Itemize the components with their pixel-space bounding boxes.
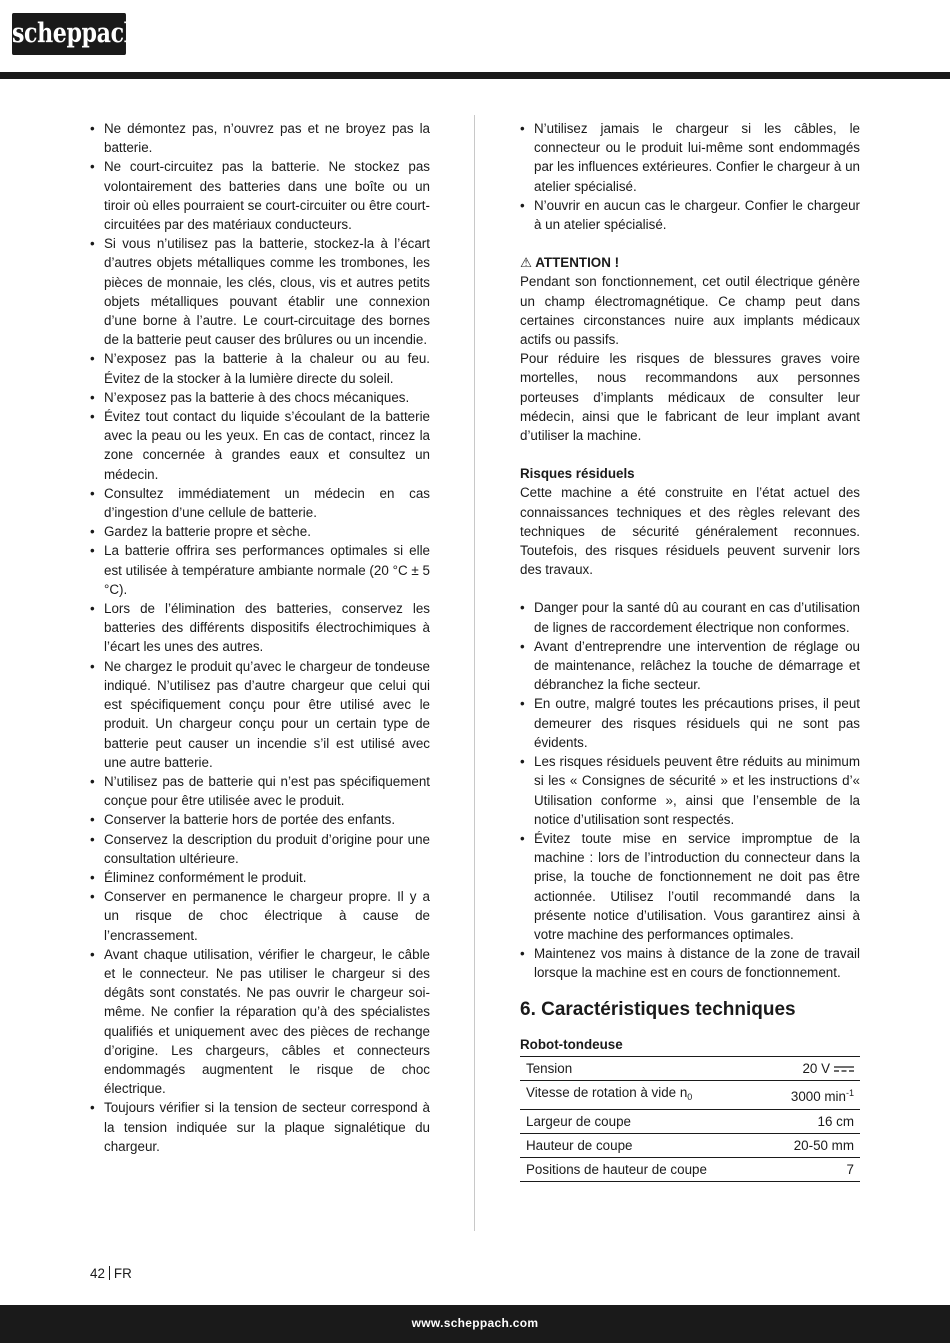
spec-value: 16 cm [765,1109,860,1133]
spec-label: Tension [520,1056,765,1080]
left-column [90,119,430,1156]
page-number: 42 FR [90,1266,132,1281]
list-item: • Lors de l’élimination des batteries, conservez les batteries des différents dispositifs électrochimiques à l’écart les unes des autres. [90,599,430,657]
list-item: • Les risques résiduels peuvent être réduits au minimum si les « Consignes de sécurité » et les instructions d’« Utilisation conforme », ainsi que l’ensemble de la notice d’utilisation sont respectés. [520,752,860,829]
spec-label: Hauteur de coupe [520,1133,765,1157]
list-item: • Avant d’entreprendre une intervention de réglage ou de maintenance, relâchez la touche de démarrage et débranchez la fiche secteur. [520,637,860,695]
spec-value: 20 V [765,1056,860,1080]
list-item: • Ne chargez le produit qu’avec le chargeur de tondeuse indiqué. N’utilisez pas d’autre chargeur que celui qui est spécifiquement conçu pour être utilisé avec le produit. Un chargeur conçu pour un certain type de batterie peut causer un incendie s’il est utilisé avec une autre batterie. [90,657,430,772]
attention-paragraph-1: Pendant son fonctionnement, cet outil électrique génère un champ électromagnétique. Ce champ peut dans certaines circonstances nuire aux implants médicaux actifs ou passifs. [520,274,860,348]
list-item: • Toujours vérifier si la tension de secteur correspond à la tension indiquée sur la plaque signalétique du chargeur. [90,1098,430,1156]
brand-logo: scheppach [12,13,126,55]
table-row [520,1056,860,1080]
right-column [520,119,860,1182]
list-item: • Si vous n’utilisez pas la batterie, stockez-la à l’écart d’autres objets métalliques comme les trombones, les pièces de monnaie, les clés, clous, vis et autres petits objets métalliques pouvant établir une connexion d’une borne à l’autre. Le court-circuitage des bornes de la batterie peut causer des brûlures ou un incendie. [90,234,430,349]
website-link[interactable]: www.scheppach.com [411,1316,539,1330]
list-item: • Conserver la batterie hors de portée des enfants. [90,810,430,829]
spec-value: 20-50 mm [765,1133,860,1157]
attention-paragraph-2: Pour réduire les risques de blessures graves voire mortelles, nous recommandons aux personnes porteuses d’implants médicaux de consulter leur médecin, ainsi que le fabricant de leur implant avant d’utiliser la machine. [520,351,860,444]
header-rule [0,72,950,79]
spec-subtitle: Robot-tondeuse [520,1036,623,1052]
table-row [520,1080,860,1109]
attention-title: ATTENTION ! [535,255,620,271]
list-item: • Évitez toute mise en service impromptue de la machine : lors de l’introduction du connecteur dans la prise, la touche de fonctionnement ne doit pas être actionnée. Utilisez l’outil recommandé dans la présente notice d’utilisation. Vous garantirez ainsi à votre machine des performances optimales. [520,829,860,944]
table-row [520,1157,860,1181]
section-title: 6. Caractéristiques techniques [520,998,796,1020]
warning-triangle-icon: ⚠ [520,255,533,271]
footer-bar [0,1305,950,1343]
list-item: • N’exposez pas la batterie à des chocs mécaniques. [90,388,430,407]
spec-value: 3000 $\min^{-1}$ [765,1080,860,1109]
list-item: • Évitez tout contact du liquide s’écoulant de la batterie avec la peau ou les yeux. En cas de contact, rincez la zone concernée à grandes eaux et consultez un médecin. [90,407,430,484]
spec-value: 7 [765,1157,860,1181]
direct-current-icon [834,1065,854,1073]
spec-table [520,1056,860,1182]
charger-safety-list [520,119,860,234]
table-row [520,1133,860,1157]
list-item: • Conserver en permanence le chargeur propre. Il y a un risque de choc électrique à cause de l’encrassement. [90,887,430,945]
spec-label: Largeur de coupe [520,1109,765,1133]
spec-label: Positions de hauteur de coupe [520,1157,765,1181]
list-item: • N’ouvrir en aucun cas le chargeur. Confier le chargeur à un atelier spécialisé. [520,196,860,234]
battery-safety-list [90,119,430,1156]
list-item: • Éliminez conformément le produit. [90,868,430,887]
list-item: • Ne démontez pas, n’ouvrez pas et ne broyez pas la batterie. [90,119,430,157]
column-divider [474,115,475,1231]
list-item: • N’utilisez pas de batterie qui n’est pas spécifiquement conçue pour être utilisée avec le produit. [90,772,430,810]
list-item: • Danger pour la santé dû au courant en cas d’utilisation de lignes de raccordement électrique non conformes. [520,598,860,636]
spec-label: Vitesse de rotation à vide $n_0$ [520,1080,765,1109]
list-item: • En outre, malgré toutes les précautions prises, il peut demeurer des risques résiduels qui ne sont pas évidents. [520,694,860,752]
list-item: • Maintenez vos mains à distance de la zone de travail lorsque la machine est en cours de fonctionnement. [520,944,860,982]
list-item: • La batterie offrira ses performances optimales si elle est utilisée à température ambiante normale (20 °C ± 5 °C). [90,541,430,599]
list-item: • Avant chaque utilisation, vérifier le chargeur, le câble et le connecteur. Ne pas utiliser le chargeur si des dégâts sont constatés. Ne pas ouvrir le chargeur soi-même. Ne confier la réparation qu’à des spécialistes qualifiés et uniquement avec des pièces de rechange d’origine. Les chargeurs, câbles et connecteurs endommagés augmentent le risque de choc électrique. [90,945,430,1099]
list-item: • Conservez la description du produit d’origine pour une consultation ultérieure. [90,830,430,868]
residual-risks-title: Risques résiduels [520,466,635,482]
list-item: • Ne court-circuitez pas la batterie. Ne stockez pas volontairement des batteries dans une boîte ou un tiroir où elles pourraient se court-circuiter ou être court-circuitées par des matériaux conducteurs. [90,157,430,234]
residual-risks-text: Cette machine a été construite en l’état actuel des connaissances techniques et des règles relevant des techniques de sécurité généralement reconnues. Toutefois, des risques résiduels peuvent survenir lors des travaux. [520,485,860,578]
attention-heading [520,253,860,272]
list-item: • N’exposez pas la batterie à la chaleur ou au feu. Évitez de la stocker à la lumière directe du soleil. [90,349,430,387]
list-item: • Consultez immédiatement un médecin en cas d’ingestion d’une cellule de batterie. [90,484,430,522]
residual-risks-list [520,598,860,982]
table-row [520,1109,860,1133]
list-item: • Gardez la batterie propre et sèche. [90,522,430,541]
list-item: • N’utilisez jamais le chargeur si les câbles, le connecteur ou le produit lui-même sont endommagés par les influences extérieures. Confier le chargeur à un atelier spécialisé. [520,119,860,196]
